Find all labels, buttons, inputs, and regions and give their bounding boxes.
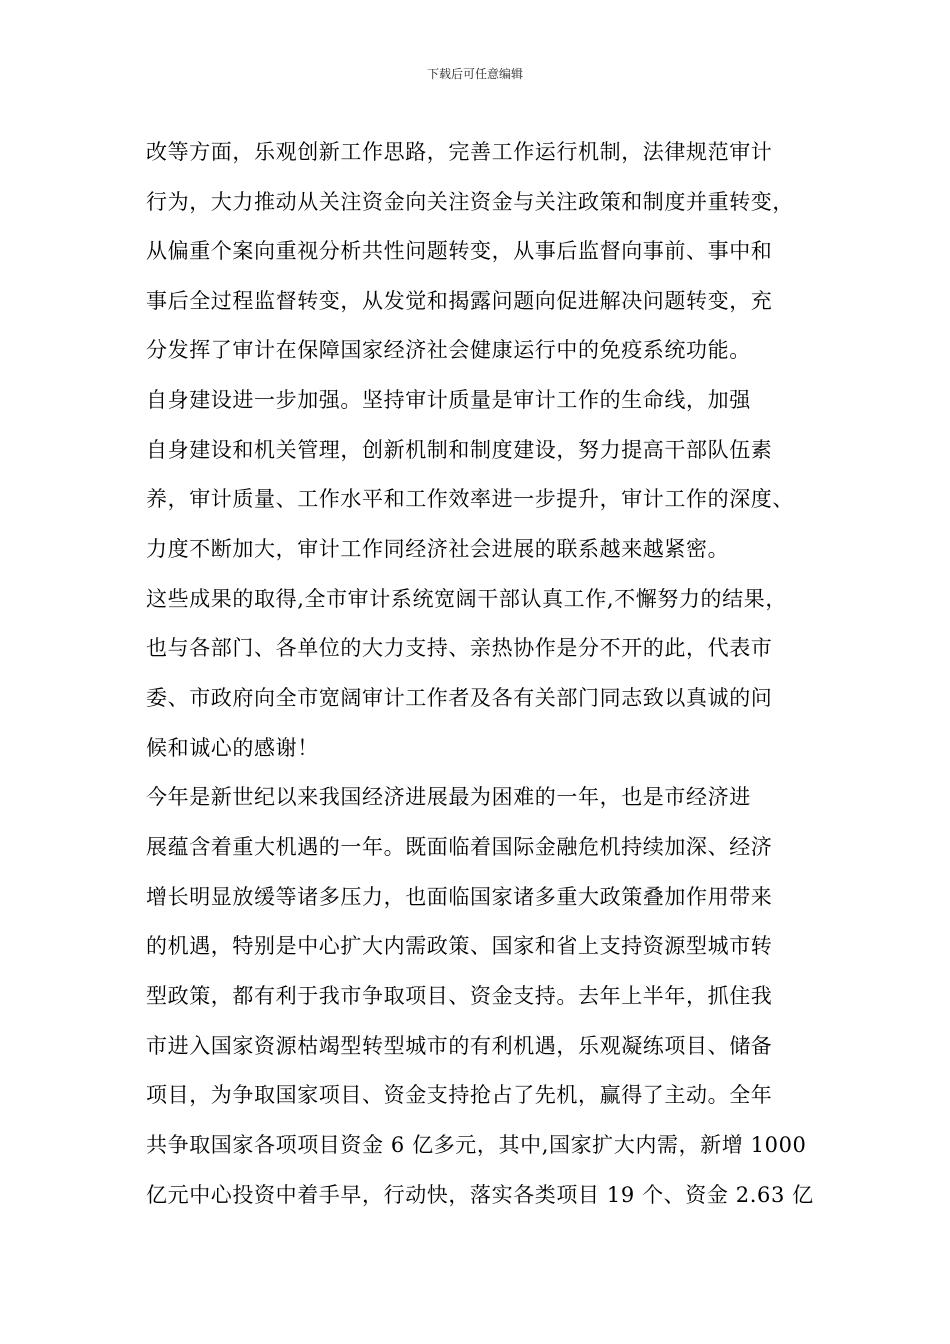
text-line: 市进入国家资源枯竭型转型城市的有利机遇，乐观凝练项目、储备: [146, 1034, 773, 1058]
text-line: 这些成果的取得,全市审计系统宽阔干部认真工作,不懈努力的结果，: [146, 587, 787, 611]
text-line: 型政策，都有利于我市争取项目、资金支持。去年上半年，抓住我: [146, 984, 773, 1008]
text-line: 事后全过程监督转变，从发觉和揭露问题向促进解决问题转变，充: [146, 289, 773, 313]
text-line: 分发挥了审计在保障国家经济社会健康运行中的免疫系统功能。: [146, 338, 751, 362]
text-line: 从偏重个案向重视分析共性问题转变，从事后监督向事前、事中和: [146, 239, 773, 263]
text-line: 委、市政府向全市宽阔审计工作者及各有关部门同志致以真诚的问: [146, 686, 773, 710]
text-line: 今年是新世纪以来我国经济进展最为困难的一年，也是市经济进: [146, 785, 751, 809]
text-line: 行为，大力推动从关注资金向关注资金与关注政策和制度并重转变，: [146, 190, 794, 214]
text-line: 项目，为争取国家项目、资金支持抢占了先机，赢得了主动。全年: [146, 1083, 773, 1107]
text-line: 改等方面，乐观创新工作思路，完善工作运行机制，法律规范审计: [146, 140, 773, 164]
text-line: 也与各部门、各单位的大力支持、亲热协作是分不开的此，代表市: [146, 636, 773, 660]
text-line: 自身建设进一步加强。坚持审计质量是审计工作的生命线，加强: [146, 388, 751, 412]
text-line: 的机遇，特别是中心扩大内需政策、国家和省上支持资源型城市转: [146, 934, 773, 958]
text-line: 力度不断加大，审计工作同经济社会进展的联系越来越紧密。: [146, 537, 730, 561]
page-header: 下载后可任意编辑: [426, 67, 523, 81]
text-line: 展蕴含着重大机遇的一年。既面临着国际金融危机持续加深、经济: [146, 835, 773, 859]
text-line: 增长明显放缓等诸多压力，也面临国家诸多重大政策叠加作用带来: [146, 885, 773, 909]
text-line: 自身建设和机关管理，创新机制和制度建设，努力提高干部队伍素: [146, 438, 773, 462]
text-line: 养，审计质量、工作水平和工作效率进一步提升，审计工作的深度、: [146, 487, 794, 511]
text-line: 共争取国家各项项目资金 6 亿多元，其中,国家扩大内需，新增 1000: [146, 1133, 807, 1157]
text-line: 候和诚心的感谢！: [146, 736, 319, 760]
text-line: 亿元中心投资中着手早，行动快，落实各类项目 19 个、资金 2.63 亿: [146, 1183, 814, 1207]
